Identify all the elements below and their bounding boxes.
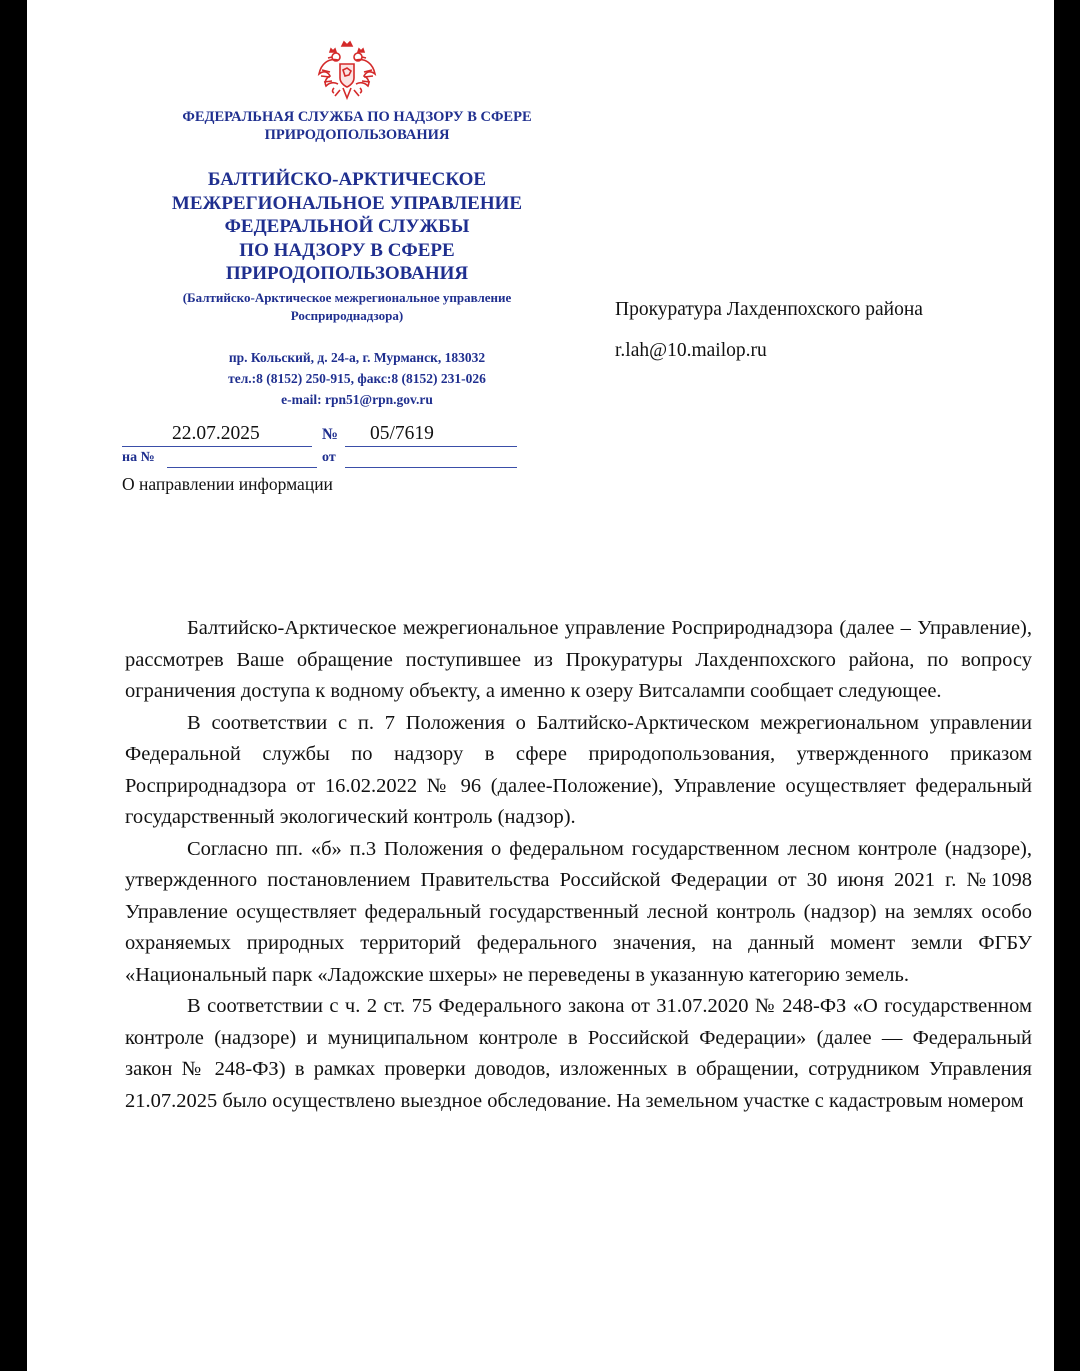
service-name: ФЕДЕРАЛЬНАЯ СЛУЖБА ПО НАДЗОРУ В СФЕРЕ ПРИРОДОПОЛЬЗОВАНИЯ xyxy=(182,109,532,143)
paragraph: Согласно пп. «б» п.3 Положения о федеральном государственном лесном контроле (надзоре), утвержденного постановлением Правительства Российской Федерации от 30 июня 2021 г. №1098 Управление осуществляет федеральный государственный лесной контроль (надзор) на землях особо охраняемых природных территорий федерального значения, на данный момент земли ФГБУ «Национальный парк «Ладожские шхеры» не переведены в указанную категорию земель. xyxy=(125,837,1032,986)
department-line: ФЕДЕРАЛЬНОЙ СЛУЖБЫ xyxy=(224,216,470,237)
recipient-email: r.lah@10.mailop.ru xyxy=(615,340,767,361)
coat-of-arms-icon xyxy=(316,40,378,104)
contact-block xyxy=(127,347,587,410)
registration-number: 05/7619 xyxy=(370,423,434,444)
number-underline xyxy=(345,446,517,447)
reply-underline xyxy=(167,467,317,468)
department-line: ПРИРОДОПОЛЬЗОВАНИЯ xyxy=(225,263,469,284)
department-line: МЕЖРЕГИОНАЛЬНОЕ УПРАВЛЕНИЕ xyxy=(171,192,523,214)
date-underline xyxy=(122,446,312,447)
letter-body xyxy=(125,613,1032,1117)
reply-label: на № xyxy=(122,450,155,465)
subject: О направлении информации xyxy=(122,474,333,494)
department-name xyxy=(127,168,567,286)
email: e-mail: rpn51@rpn.gov.ru xyxy=(281,392,433,407)
paragraph: В соответствии с ч. 2 ст. 75 Федерального закона от 31.07.2020 № 248-ФЗ «О государственном контроле (надзоре) и муниципальном контроле в Российской Федерации» (далее — Федеральный закон № 248-ФЗ) в рамках проверки доводов, изложенных в обращении, сотрудником Управления 21.07.2025 было осуществлено выездное обследование. На земельном участке с кадастровым номером xyxy=(125,995,1032,1112)
phone-fax: тел.:8 (8152) 250-915, факс:8 (8152) 231-026 xyxy=(228,371,486,386)
registration-date: 22.07.2025 xyxy=(172,423,260,444)
paragraph: Балтийско-Арктическое межрегиональное управление Росприроднадзора (далее – Управление), рассмотрев Ваше обращение поступившее из Прокуратуры Лахденпохского района, по вопросу ограничения доступа к водному объекту, а именно к озеру Витсалампи сообщает следующее. xyxy=(125,617,1032,702)
address: пр. Кольский, д. 24-а, г. Мурманск, 183032 xyxy=(228,350,486,365)
number-label: № xyxy=(322,426,339,443)
from-underline xyxy=(345,467,517,468)
department-short-name: (Балтийско-Арктическое межрегиональное управление Росприроднадзора) xyxy=(182,290,512,323)
document-page xyxy=(27,0,1054,1371)
recipient-name: Прокуратура Лахденпохского района xyxy=(615,299,923,320)
department-line: ПО НАДЗОРУ В СФЕРЕ xyxy=(239,239,455,261)
from-label: от xyxy=(322,450,336,465)
department-line: БАЛТИЙСКО-АРКТИЧЕСКОЕ xyxy=(207,169,487,190)
paragraph: В соответствии с п. 7 Положения о Балтийско-Арктическом межрегиональном управлении Федеральной службы по надзору в сфере природопользования, утвержденного приказом Росприроднадзора от 16.02.2022 № 96 (далее-Положение), Управление осуществляет федеральный государственный экологический контроль (надзор). xyxy=(125,711,1032,828)
